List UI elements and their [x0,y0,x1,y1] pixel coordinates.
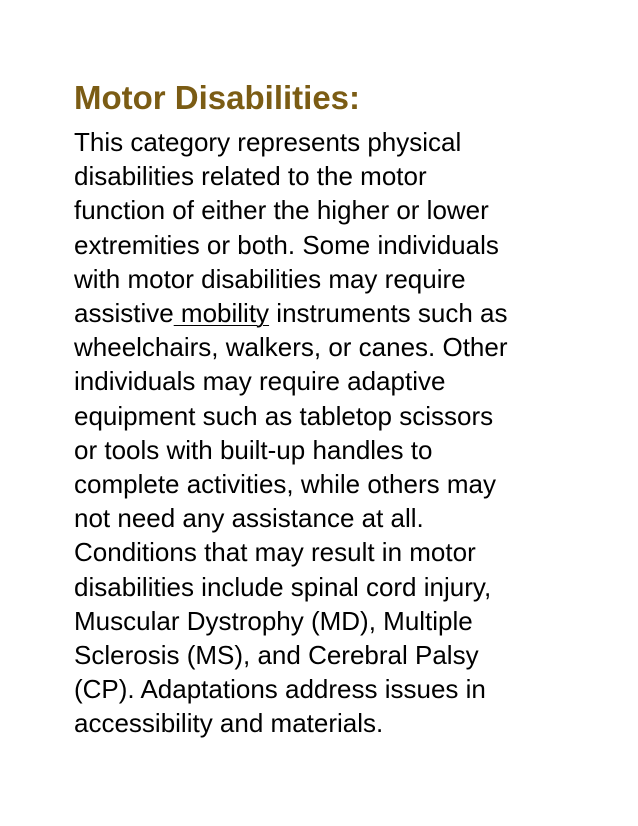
paragraph-line: (CP). Adaptations address issues in [74,674,486,705]
line-text-after-link: instruments such as [269,298,508,329]
paragraph-line: with motor disabilities may require [74,263,466,294]
paragraph-line: extremities or both. Some individuals [74,229,499,260]
paragraph-line: accessibility and materials. [74,708,384,739]
paragraph-line: This category represents physical [74,127,462,157]
section-heading: Motor Disabilities: [74,79,361,116]
paragraph-line: Conditions that may result in motor [74,537,476,568]
paragraph-line: Muscular Dystrophy (MD), Multiple [74,605,473,636]
body-paragraph [74,125,574,741]
paragraph-line: disabilities include spinal cord injury, [74,571,492,602]
line-text-before-link: assistive [74,298,174,329]
mobility-link[interactable]: mobility [173,298,270,329]
paragraph-line: wheelchairs, walkers, or canes. Other [74,332,508,363]
paragraph-line: function of either the higher or lower [74,195,489,226]
paragraph-line-with-link [74,296,574,330]
paragraph-line: equipment such as tabletop scissors [74,400,494,431]
paragraph-line: not need any assistance at all. [74,503,424,534]
paragraph-line: Sclerosis (MS), and Cerebral Palsy [74,640,479,671]
paragraph-line: complete activities, while others may [74,469,496,500]
paragraph-line: disabilities related to the motor [74,161,427,192]
paragraph-line: individuals may require adaptive [74,366,446,397]
paragraph-line: or tools with built-up handles to [74,434,433,465]
